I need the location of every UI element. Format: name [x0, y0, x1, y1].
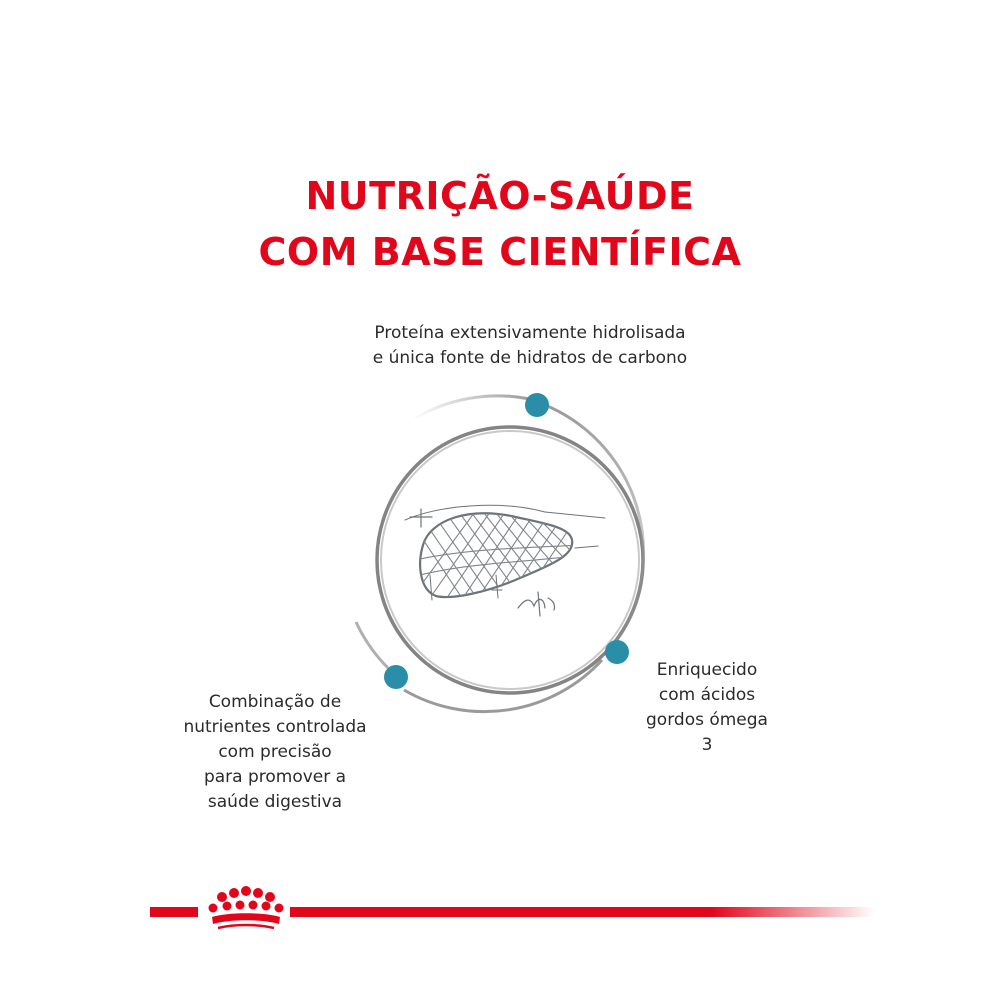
- benefit-caption-protein: [300, 321, 760, 371]
- caption-line: para promover a: [203, 767, 347, 787]
- benefit-dot-icon: [384, 665, 408, 689]
- kibble-sketch-icon: [405, 505, 605, 616]
- caption-line: gordos ómega: [646, 710, 768, 730]
- benefits-diagram: [340, 380, 660, 730]
- inner-ring: [377, 427, 643, 693]
- brand-bar-left: [150, 907, 198, 917]
- brand-bar: [150, 880, 890, 940]
- caption-line: 3: [701, 735, 713, 755]
- benefit-dot-icon: [605, 640, 629, 664]
- caption-line: com precisão: [218, 742, 332, 762]
- crown-logo-icon: [209, 886, 284, 928]
- caption-line: e única fonte de hidratos de carbono: [372, 348, 688, 368]
- caption-line: Combinação de: [208, 692, 342, 712]
- caption-line: Enriquecido: [656, 660, 758, 680]
- brand-bar-right: [290, 907, 875, 917]
- page-title: [0, 168, 1000, 280]
- caption-line: saúde digestiva: [207, 792, 343, 812]
- outer-arc-top: [412, 396, 530, 420]
- benefit-dot-icon: [525, 393, 549, 417]
- outer-arc-left: [356, 622, 388, 668]
- caption-line: com ácidos: [658, 685, 756, 705]
- title-line-2: COM BASE CIENTÍFICA: [258, 230, 742, 274]
- title-line-1: NUTRIÇÃO-SAÚDE: [305, 174, 695, 218]
- caption-line: Proteína extensivamente hidrolisada: [374, 323, 686, 343]
- caption-line: nutrientes controlada: [183, 717, 367, 737]
